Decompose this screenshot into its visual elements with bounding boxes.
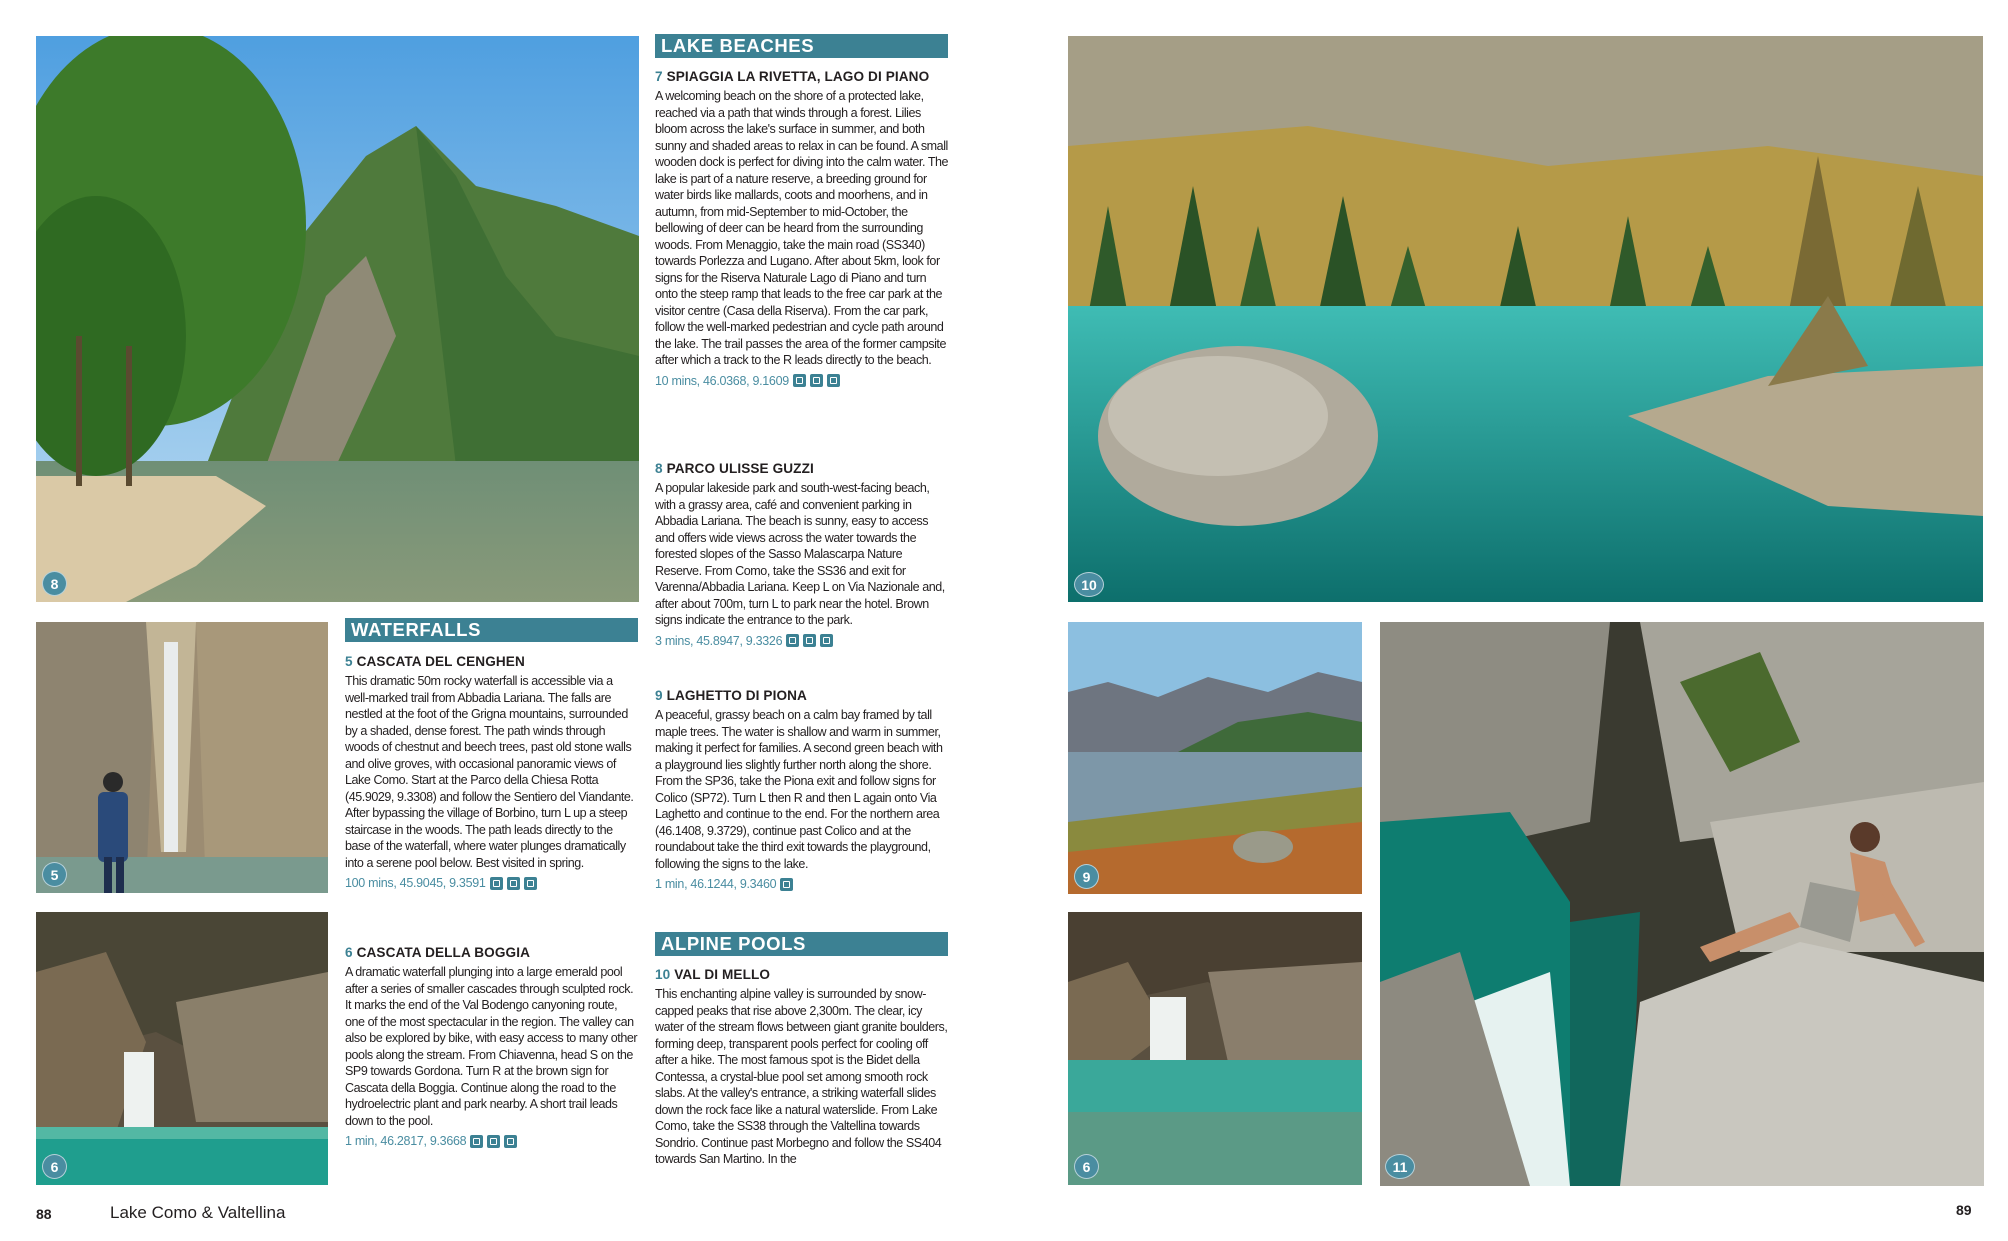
entry-number: 6 — [345, 945, 353, 960]
entry-description: This enchanting alpine valley is surrounded by snow-capped peaks that rise above 2,300m. The clear, icy water of the stream flows between giant granite boulders, forming deep, transparent pools perfect for cooling off after a hike. The most famous spot is the Bidet della Contessa, a crystal-blue pool set among smooth rock slabs. At the valley's entrance, a striking waterfall slides down the rock face like a natural waterslide. From Lake Como, take the SS38 through the Valtellina towards Sondrio. Continue past Morbegno and follow the SS404 towards San Martino. In the — [655, 987, 948, 1166]
entry-description: A dramatic waterfall plunging into a large emerald pool after a series of smaller cascades through sculpted rock. It marks the end of the Val Bodengo canyoning route, one of the most spectacular in the region. The valley can also be explored by bike, with easy access to many other pools along the stream. From Chiavenna, head S on the SP9 towards Gordona. Turn R at the brown sign for Cascata della Boggia. Continue along the road to the hydroelectric plant and park nearby. A short trail leads down to the pool. — [345, 965, 638, 1128]
entry-number: 9 — [655, 688, 663, 703]
photo-val-di-mello-pool — [1068, 36, 1983, 602]
entry-meta — [655, 876, 949, 892]
entry-parco-ulisse-guzzi — [655, 461, 949, 649]
entry-meta — [345, 1133, 639, 1149]
section-header-waterfalls: WATERFALLS — [345, 618, 638, 642]
photo-number-badge: 6 — [1074, 1154, 1099, 1179]
swimming-icon — [820, 634, 833, 647]
hiking-icon — [487, 1135, 500, 1148]
entry-laghetto-di-piona — [655, 688, 949, 892]
walking-icon — [470, 1135, 483, 1148]
photo-number-badge: 11 — [1385, 1154, 1415, 1179]
parking-icon — [803, 634, 816, 647]
entry-meta-text: 1 min, 46.2817, 9.3668 — [345, 1134, 467, 1148]
section-header-alpine-pools: ALPINE POOLS — [655, 932, 948, 956]
entry-description: A popular lakeside park and south-west-facing beach, with a grassy area, café and convenient parking in Abbadia Lariana. The beach is sunny, easy to access and offers wide views across the water towards the forested slopes of the Sasso Malascarpa Nature Reserve. From Como, take the SS36 and exit for Varenna/Abbadia Lariana. Keep L on Via Nazionale and, after about 700m, turn L to park near the hotel. Brown signs indicate the entrance to the park. — [655, 481, 945, 627]
photo-number-badge: 8 — [42, 571, 67, 596]
cycling-icon — [504, 1135, 517, 1148]
entry-number: 10 — [655, 967, 671, 982]
section-header-lake-beaches: LAKE BEACHES — [655, 34, 948, 58]
swimming-icon — [827, 374, 840, 387]
page-number-left: 88 — [36, 1206, 52, 1222]
entry-title — [655, 461, 949, 476]
mountain-icon — [524, 877, 537, 890]
entry-title-text: LAGHETTO DI PIONA — [666, 688, 807, 703]
photo-cascata-della-boggia — [36, 912, 328, 1185]
entry-meta — [345, 875, 639, 891]
walking-icon — [490, 877, 503, 890]
entry-meta — [655, 373, 949, 389]
entry-title — [345, 945, 639, 960]
entry-title — [345, 654, 639, 669]
photo-cascata-della-boggia-pool — [1068, 912, 1362, 1185]
entry-title-text: VAL DI MELLO — [674, 967, 771, 982]
photo-laghetto-di-piona — [1068, 622, 1362, 894]
entry-title — [655, 967, 949, 982]
entry-description: A peaceful, grassy beach on a calm bay framed by tall maple trees. The water is shallow and warm in summer, making it perfect for families. A second green beach with a playground lies slightly further north along the shore. From the SP36, take the Piona exit and follow signs for Colico (SP72). Turn L then R and then L again onto Via Laghetto and continue to the end. For the northern area (46.1408, 9.3729), continue past Colico and at the roundabout take the third exit towards the playground, following the signs to the lake. — [655, 708, 943, 871]
entry-title — [655, 688, 949, 703]
photo-number-badge: 9 — [1074, 864, 1099, 889]
entry-meta-text: 1 min, 46.1244, 9.3460 — [655, 877, 777, 891]
photo-number-badge: 6 — [42, 1154, 67, 1179]
entry-cascata-del-cenghen — [345, 654, 639, 891]
photo-val-di-mello-bather — [1380, 622, 1984, 1186]
photo-number-badge: 5 — [42, 862, 67, 887]
entry-title-text: SPIAGGIA LA RIVETTA, LAGO DI PIANO — [666, 69, 930, 84]
photo-cascata-del-cenghen — [36, 622, 328, 893]
entry-meta — [655, 633, 949, 649]
cafe-icon — [786, 634, 799, 647]
entry-number: 5 — [345, 654, 353, 669]
entry-meta-text: 100 mins, 45.9045, 9.3591 — [345, 876, 486, 890]
entry-meta-text: 3 mins, 45.8947, 9.3326 — [655, 633, 783, 648]
entry-number: 8 — [655, 461, 663, 476]
entry-title-text: PARCO ULISSE GUZZI — [666, 461, 814, 476]
entry-description: This dramatic 50m rocky waterfall is accessible via a well-marked trail from Abbadia Lariana. The falls are nestled at the foot of the Grigna mountains, surrounded by a shaded, dense forest. The path winds through woods of chestnut and beech trees, past old stone walls and olive groves, with occasional panoramic views of Lake Como. Start at the Parco della Chiesa Rotta (45.9029, 9.3308) and follow the Sentiero del Viandante. After bypassing the village of Borbino, turn L up a steep staircase in the woods. The path leads directly to the base of the waterfall, where water plunges dramatically into a serene pool below. Best visited in spring. — [345, 674, 634, 870]
entry-spiaggia-la-rivetta — [655, 69, 949, 389]
photo-number-badge: 10 — [1074, 572, 1104, 597]
entry-title-text: CASCATA DELLA BOGGIA — [356, 945, 530, 960]
entry-number: 7 — [655, 69, 663, 84]
cycling-icon — [810, 374, 823, 387]
running-title: Lake Como & Valtellina — [110, 1203, 286, 1222]
entry-cascata-della-boggia — [345, 945, 639, 1149]
hiking-icon — [507, 877, 520, 890]
swimming-icon — [780, 878, 793, 891]
entry-val-di-mello — [655, 967, 949, 1200]
photo-lake-mountain — [36, 36, 639, 602]
entry-title-text: CASCATA DEL CENGHEN — [356, 654, 525, 669]
entry-title — [655, 69, 949, 84]
walking-icon — [793, 374, 806, 387]
entry-meta-text: 10 mins, 46.0368, 9.1609 — [655, 373, 789, 388]
page-number-right: 89 — [1956, 1202, 1972, 1218]
entry-description: A welcoming beach on the shore of a protected lake, reached via a path that winds through a forest. Lilies bloom across the lake's surface in summer, and both sunny and shaded areas to relax in can be found. A small wooden dock is perfect for diving into the calm water. The lake is part of a nature reserve, a breeding ground for water birds like mallards, coots and moorhens, and in autumn, from mid-September to mid-October, the bellowing of deer can be heard from the surrounding woods. From Menaggio, take the main road (SS340) towards Porlezza and Lugano. After about 5km, look for signs for the Riserva Naturale Lago di Piano and turn onto the steep ramp that leads to the free car park at the visitor centre (Casa della Riserva). From the car park, follow the well-marked pedestrian and cycle path around the lake. The trail passes the area of the former campsite after which a track to the R leads directly to the beach. — [655, 89, 949, 367]
